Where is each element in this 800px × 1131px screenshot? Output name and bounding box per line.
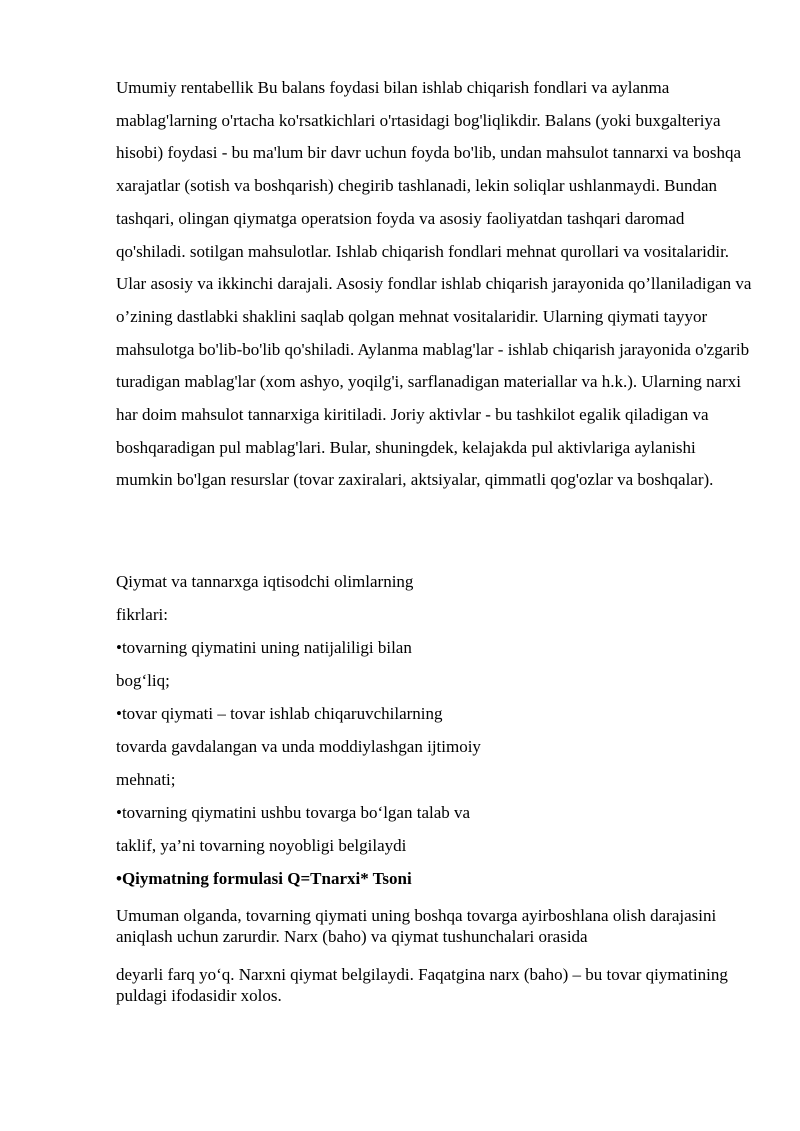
body-paragraph-main: Umumiy rentabellik Bu balans foydasi bilan ishlab chiqarish fondlari va aylanma mablag'larning o'rtacha ko'rsatkichlari o'rtasidagi bog'liqlikdir. Balans (yoki buxgalteriya hisobi) foydasi - bu ma'lum bir davr uchun foyda bo'lib, undan mahsulot tannarxi va boshqa xarajatlar (sotish va boshqarish) chegirib tashlanadi, lekin soliqlar ushlanmaydi. Bundan tashqari, olingan qiymatga operatsion foyda va asosiy faoliyatdan tashqari daromad qo'shiladi. sotilgan mahsulotlar. Ishlab chiqarish fondlari mehnat qurollari va vositalaridir. Ular asosiy va ikkinchi darajali. Asosiy fondlar ishlab chiqarish jarayonida qo’llaniladigan va o’zining dastlabki shaklini saqlab qolgan mehnat vositalaridir. Ularning qiymati tayyor mahsulotga bo'lib-bo'lib qo'shiladi. Aylanma mablag'lar - ishlab chiqarish jarayonida o'zgarib turadigan mablag'lar (xom ashyo, yoqilg'i, sarflanadigan materiallar va h.k.). Ularning narxi har doim mahsulot tannarxiga kiritiladi. Joriy aktivlar - bu tashkilot egalik qiladigan va boshqaradigan pul mablag'lari. Bular, shuningdek, kelajakda pul aktivlariga aylanishi mumkin bo'lgan resurslar (tovar zaxiralari, aktsiyalar, qimmatli qog'ozlar va boshqalar).: [116, 78, 752, 490]
list-line-2: fikrlari:: [116, 605, 168, 624]
body-paragraph-3: deyarli farq yo‘q. Narxni qiymat belgilaydi. Faqatgina narx (baho) – bu tovar qiymatining puldagi ifodasidir xolos.: [116, 965, 728, 1005]
list-line-9: taklif, ya’ni tovarning noyobligi belgilaydi: [116, 836, 407, 855]
formula-line: •Qiymatning formulasi Q=Tnarxi* Tsoni: [116, 869, 412, 888]
list-line-4: bog‘liq;: [116, 671, 170, 690]
list-line-3: •tovarning qiymatini uning natijaliligi bilan: [116, 638, 412, 657]
list-line-7: mehnati;: [116, 770, 176, 789]
body-paragraph-2: Umuman olganda, tovarning qiymati uning boshqa tovarga ayirboshlana olish darajasini aniqlash uchun zarurdir. Narx (baho) va qiymat tushunchalari orasida: [116, 906, 717, 946]
list-line-1: Qiymat va tannarxga iqtisodchi olimlarning: [116, 572, 414, 591]
list-line-5: •tovar qiymati – tovar ishlab chiqaruvchilarning: [116, 704, 443, 723]
list-line-6: tovarda gavdalangan va unda moddiylashgan ijtimoiy: [116, 737, 481, 756]
list-line-8: •tovarning qiymatini ushbu tovarga bo‘lgan talab va: [116, 803, 471, 822]
